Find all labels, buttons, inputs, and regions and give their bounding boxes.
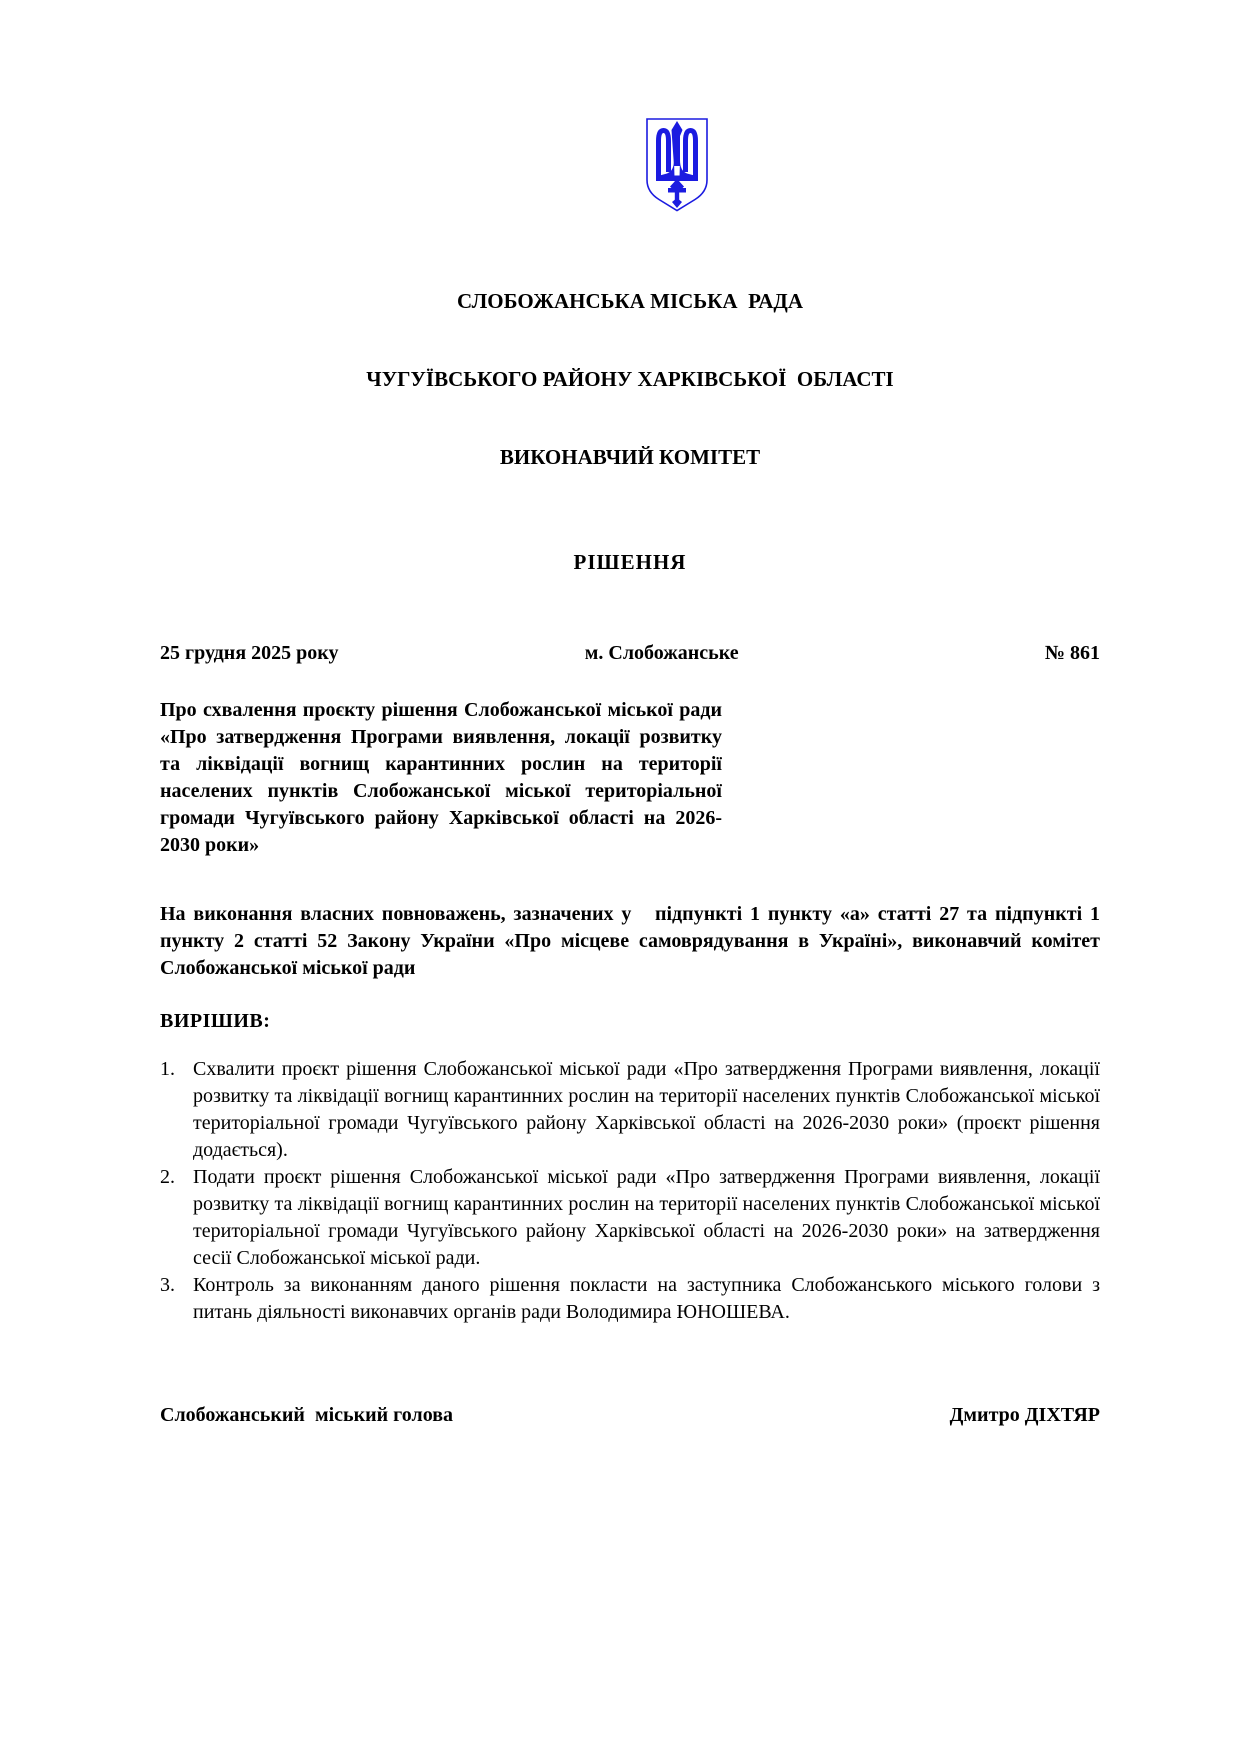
signer-position: Слобожанський міський голова bbox=[160, 1404, 453, 1426]
item-text: Схвалити проєкт рішення Слобожанської міської ради «Про затвердження Програми виявлення, локації розвитку та ліквідації вогнищ карантинних рослин на території населених пунктів Слобожанської міської територіальної громади Чугуївського району Харківської області на 2026-2030 роки» (проєкт рішення додається). bbox=[193, 1058, 1100, 1161]
document-place: м. Слобожанське bbox=[584, 642, 739, 664]
resolved-label: ВИРІШИВ: bbox=[160, 1010, 271, 1032]
signer-name: Дмитро ДІХТЯР bbox=[949, 1404, 1100, 1426]
item-number: 1. bbox=[160, 1058, 175, 1080]
item-text: Контроль за виконанням даного рішення покласти на заступника Слобожанського міського голови з питань діяльності виконавчих органів ради Володимира ЮНОШЕВА. bbox=[193, 1274, 1100, 1323]
item-number: 2. bbox=[160, 1166, 175, 1188]
document-preamble: На виконання власних повноважень, зазначених у підпункті 1 пункту «а» статті 27 та підпункті 1 пункту 2 статті 52 Закону України «Про місцеве самоврядування в Україні», виконавчий комітет Слобожанської міської ради bbox=[160, 903, 1105, 979]
emblem-container bbox=[0, 116, 1240, 214]
document-date: 25 грудня 2025 року bbox=[160, 642, 339, 664]
signature-row bbox=[160, 1402, 1100, 1429]
org-region-line: ЧУГУЇВСЬКОГО РАЙОНУ ХАРКІВСЬКОЇ ОБЛАСТІ bbox=[366, 367, 894, 391]
decision-items-list bbox=[160, 1056, 1100, 1326]
org-name-line: СЛОБОЖАНСЬКА МІСЬКА РАДА bbox=[457, 289, 803, 313]
document-number: № 861 bbox=[1044, 642, 1100, 664]
item-text: Подати проєкт рішення Слобожанської міської ради «Про затвердження Програми виявлення, локації розвитку та ліквідації вогнищ карантинних рослин на території населених пунктів Слобожанської міської територіальної громади Чугуївського району Харківської області на 2026-2030 роки» на затвердження сесії Слобожанської міської ради. bbox=[193, 1166, 1100, 1269]
document-type-title: РІШЕННЯ bbox=[573, 550, 687, 574]
decision-item bbox=[160, 1164, 1100, 1272]
item-number: 3. bbox=[160, 1274, 175, 1296]
decision-item bbox=[160, 1056, 1100, 1164]
document-subject: Про схвалення проєкту рішення Слобожанської міської ради «Про затвердження Програми виявлення, локації розвитку та ліквідації вогнищ карантинних рослин на території населених пунктів Слобожанської міської територіальної громади Чугуївського району Харківської області на 2026-2030 роки» bbox=[160, 699, 722, 856]
ukraine-tryzub-icon bbox=[644, 116, 710, 214]
date-place-number-row bbox=[160, 640, 1100, 667]
decision-item bbox=[160, 1272, 1100, 1326]
org-committee-line: ВИКОНАВЧИЙ КОМІТЕТ bbox=[499, 445, 761, 469]
organization-header bbox=[160, 236, 1100, 522]
document-content bbox=[160, 236, 1105, 1429]
